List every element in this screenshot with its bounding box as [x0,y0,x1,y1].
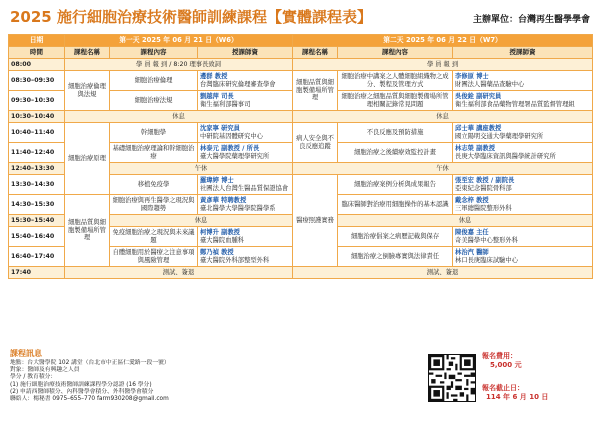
break-cell: 休息 [65,111,293,123]
checkout-cell: 測試、簽退 [293,267,593,279]
instructor-name: 邱士華 講座教授 [455,125,502,132]
content-cell: 細胞治療之後續療效監控計畫 [338,143,453,163]
content-cell: 基礎細胞治療理論和幹細胞治療 [110,143,198,163]
instructor-affiliation: 臺大醫院血腫科 [200,236,245,244]
time-cell: 10:30–10:40 [9,111,65,123]
content-cell: 細胞治療之倒臉專實與法律責任 [338,247,453,267]
instructor-cell [453,195,593,215]
instructor-name: 張至宏 教授 / 副院長 [455,177,515,184]
instructor-affiliation: 臺大醫院外科部整型外科 [200,256,270,264]
time-header: 時間 [9,47,65,59]
instructor-affiliation: 社團法人台灣生醫品質保證協會 [200,184,289,192]
instructor-cell [453,143,593,163]
content-cell: 細胞治療中講案之人體細胞組織物之成分、製程及管理方式 [338,71,453,91]
instructor-name: 陳俊嘉 主任 [455,229,489,236]
time-cell: 15:40–16:40 [9,227,65,247]
content-cell: 移植免疫學 [110,175,198,195]
instructor-affiliation: 亞東紀念醫院骨科部 [455,184,512,192]
instructor-cell [453,227,593,247]
instructor-affiliation: 三軍總醫院整形外科 [455,204,512,212]
instructor-name: 羅瑋婷 博士 [200,177,234,184]
module-cell: 細胞品質與細胞製備場所管理 [293,71,338,111]
instructor-name: 邊群 教授 [200,73,228,80]
time-cell: 10:40–11:40 [9,123,65,143]
module-cell: 細胞治療原理 [65,123,110,195]
instructor-affiliation: 中研院基因體研究中心 [200,132,263,140]
time-cell: 13:30–14:30 [9,175,65,195]
module-cell: 醫療照護實務 [293,175,338,267]
instructor-cell [198,71,293,91]
time-cell: 09:30–10:30 [9,91,65,111]
time-cell: 11:40–12:40 [9,143,65,163]
instructor-name: 沈家寧 研究員 [200,125,240,132]
instructor-cell [453,91,593,111]
instructor-name: 林志榮 副教授 [455,145,496,152]
info-line: 地點：台大醫學院 102 講堂（台北市中正區仁愛路一段一號） [10,360,170,366]
deadline-label: 報名截止日： [482,384,524,392]
instructor-affiliation: 林口長庚臨床試驗中心 [455,256,518,264]
content-cell: 免疫細胞治療之現況與未來議題 [110,227,198,247]
info-line: 學分 / 教育積分： [10,374,57,381]
info-line: 對象：醫師及有興趣之人員 [10,367,80,374]
day2-header: 第二天 2025 年 06 月 22 日（W7） [293,35,593,47]
instructor-affiliation: 長庚大學臨床資訊與醫學統計研究所 [455,152,556,160]
instructor-name: 戴念梓 教授 [455,197,489,204]
content-cell: 細胞治療倡案之病歷記載與保存 [338,227,453,247]
info-line: (1) 施行細胞治療技術醫師訓練課程學分認證 (16 學分) [10,381,152,388]
contact-line[interactable]: 聯絡人：楊秘書 0975–655–770 farm930208@gmail.com [10,396,169,403]
time-cell: 16:40–17:40 [9,247,65,267]
content-cell: 臨床醫師對治療用細胞操作的基本認識 [338,195,453,215]
time-cell: 12:40–13:30 [9,163,65,175]
instructor-cell [453,247,593,267]
registration-deadline [482,384,548,402]
instructor-cell [198,175,293,195]
table-row [9,111,593,123]
info-line: (2) 申請西醫師積分、內科醫學會積分、外科醫學會積分 [10,388,154,395]
instructor-name: 黃彥華 特聘教授 [200,197,247,204]
time-cell: 08:30–09:30 [9,71,65,91]
instructor-cell [198,123,293,143]
instructor-cell [198,247,293,267]
instructor-affiliation: 奇美醫學中心整形外科 [455,236,518,244]
instructor-cell [198,195,293,215]
instructor-name: 林泰元 副教授 / 所長 [200,145,260,152]
instructor-affiliation: 國立陽明交通大學藥理學研究所 [455,132,544,140]
content-cell: 自體細胞用於醫療之注意事項與風險管理 [110,247,198,267]
registration-fee [482,352,522,370]
registration-cell: 學 員 報 到 / 8:20 理事長致詞 [65,59,293,71]
course-info [10,348,410,403]
instructor-cell [198,143,293,163]
lunch-cell: 午休 [293,163,593,175]
instructor-affiliation: 衛生福利部食品藥物管理署品質監督管理組 [455,100,575,108]
content-cell: 細胞治療之細胞品質與細胞製備場所管理相關記錄常見問題 [338,91,453,111]
instructor-affiliation: 衛生福利部醫事司 [200,100,251,108]
time-cell: 08:00 [9,59,65,71]
instructor-header: 授課師資 [453,47,593,59]
schedule-table [8,34,593,279]
time-cell: 14:30–15:30 [9,195,65,215]
content-header: 課程內容 [338,47,453,59]
content-cell: 幹細胞學 [110,123,198,143]
instructor-name: 鄭乃禎 教授 [200,249,234,256]
fee-value: 5,000 元 [490,361,522,369]
registration-qr-code[interactable] [428,354,476,402]
instructor-cell [453,71,593,91]
module-cell: 病人安全與不良反應追蹤 [293,123,338,163]
deadline-value: 114 年 6 月 10 日 [486,393,549,401]
break-cell: 休息 [293,111,593,123]
instructor-name: 吳俊銓 副研究員 [455,93,502,100]
instructor-cell [198,91,293,111]
fee-label: 報名費用： [482,352,517,360]
instructor-cell [198,227,293,247]
content-header: 課程內容 [110,47,198,59]
break-cell: 休息 [110,215,293,227]
table-row [9,267,593,279]
content-cell: 細胞治療倫理 [110,71,198,91]
content-cell: 不良反應及預防措施 [338,123,453,143]
table-row [9,59,593,71]
lunch-cell: 午休 [110,163,293,175]
instructor-name: 林治汽 醫師 [455,249,489,256]
instructor-affiliation: 臺大醫學院藥理學研究所 [200,152,270,160]
time-cell: 17:40 [9,267,65,279]
table-row [9,123,593,143]
instructor-affiliation: 財團法人醫藥品查驗中心 [455,80,525,88]
instructor-affiliation: 台灣臨床研究倫理審查學會 [200,80,276,88]
checkout-cell: 測試、簽退 [65,267,293,279]
instructor-name: 李修原 博士 [455,73,489,80]
registration-cell: 學 員 報 到 [293,59,593,71]
instructor-affiliation: 臺北醫學大學醫學院醫學系 [200,204,276,212]
instructor-cell [453,123,593,143]
host-organization: 主辦單位：台灣再生醫學學會 [472,15,590,25]
module-header: 課程名稱 [293,47,338,59]
instructor-name: 劉越萍 司長 [200,93,234,100]
content-cell: 細胞治療法規 [110,91,198,111]
content-cell: 細胞治療案例分析與成果報告 [338,175,453,195]
qr-code-icon [429,355,475,401]
instructor-cell [453,175,593,195]
table-row [9,71,593,91]
page-title: 2025 施行細胞治療技術醫師訓練課程【實體課程表】 [10,8,372,26]
module-cell: 細胞品質與細胞製備場所管理 [65,195,110,267]
module-cell: 細胞治療倫理與法規 [65,71,110,111]
instructor-name: 柯博升 副教授 [200,229,240,236]
date-header: 日期 [9,35,65,47]
course-info-heading: 課程訊息 [10,349,42,358]
time-cell: 15:30–15:40 [9,215,65,227]
instructor-header: 授課師資 [198,47,293,59]
break-cell: 休息 [338,215,593,227]
day1-header: 第一天 2025 年 06 月 21 日（W6） [65,35,293,47]
content-cell: 細胞治療與再生醫學之現況與國際趨勢 [110,195,198,215]
module-header: 課程名稱 [65,47,110,59]
